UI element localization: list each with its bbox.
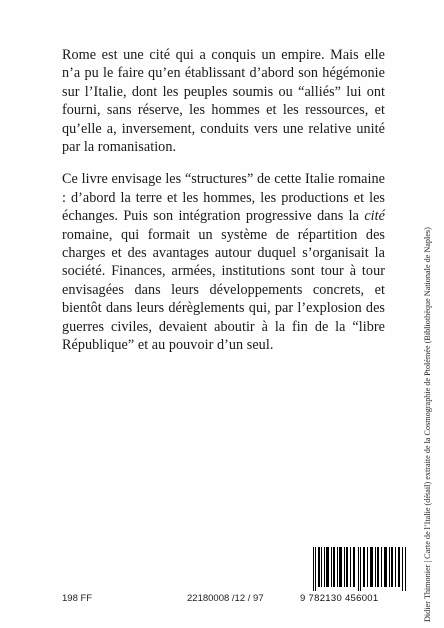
blurb-paragraph-2 [62,170,385,354]
blurb-paragraph-2-end: romaine, qui formait un système de répartition des charges et des avantages autour duquel s’organisait la société. Finances, armées, institutions sont tour à tour envisagées dans leurs développements concrets, et bientôt dans leurs dérèglements qui, par l’explosion des guerres civiles, devaient aboutir à la fin de la “libre République” et au pouvoir d’un seul. [62,226,385,354]
blurb [62,46,385,355]
reference-number: 22180008 /12 / 97 [187,593,264,604]
blurb-paragraph-2-start: Ce livre envisage les “structures” de cette Italie romaine : d’abord la terre et les hommes, les productions et les échanges. Puis son intégration progressive dans la [62,171,385,225]
footer [0,592,444,612]
cover-credit: Didier Thimonier | Carte de l’Italie (détail) extraite de la Cosmographie de Ptolémée (Bibliothèque Nationale de Naples) [423,227,432,622]
barcode [305,547,409,591]
blurb-paragraph-1: Rome est une cité qui a conquis un empire. Mais elle n’a pu le faire qu’en établissant d’abord son hégémonie sur l’Italie, dont les peuples soumis ou “alliés” lui ont fourni, sans réserve, les hommes et les ressources, et qu’elle a, inversement, conduits vers une relative unité par la romanisation. [62,47,385,156]
blurb-italic-word: cité [364,208,385,225]
barcode-bars [313,547,407,591]
isbn-digits: 9 782130 456001 [300,593,379,604]
price: 198 FF [62,593,93,604]
